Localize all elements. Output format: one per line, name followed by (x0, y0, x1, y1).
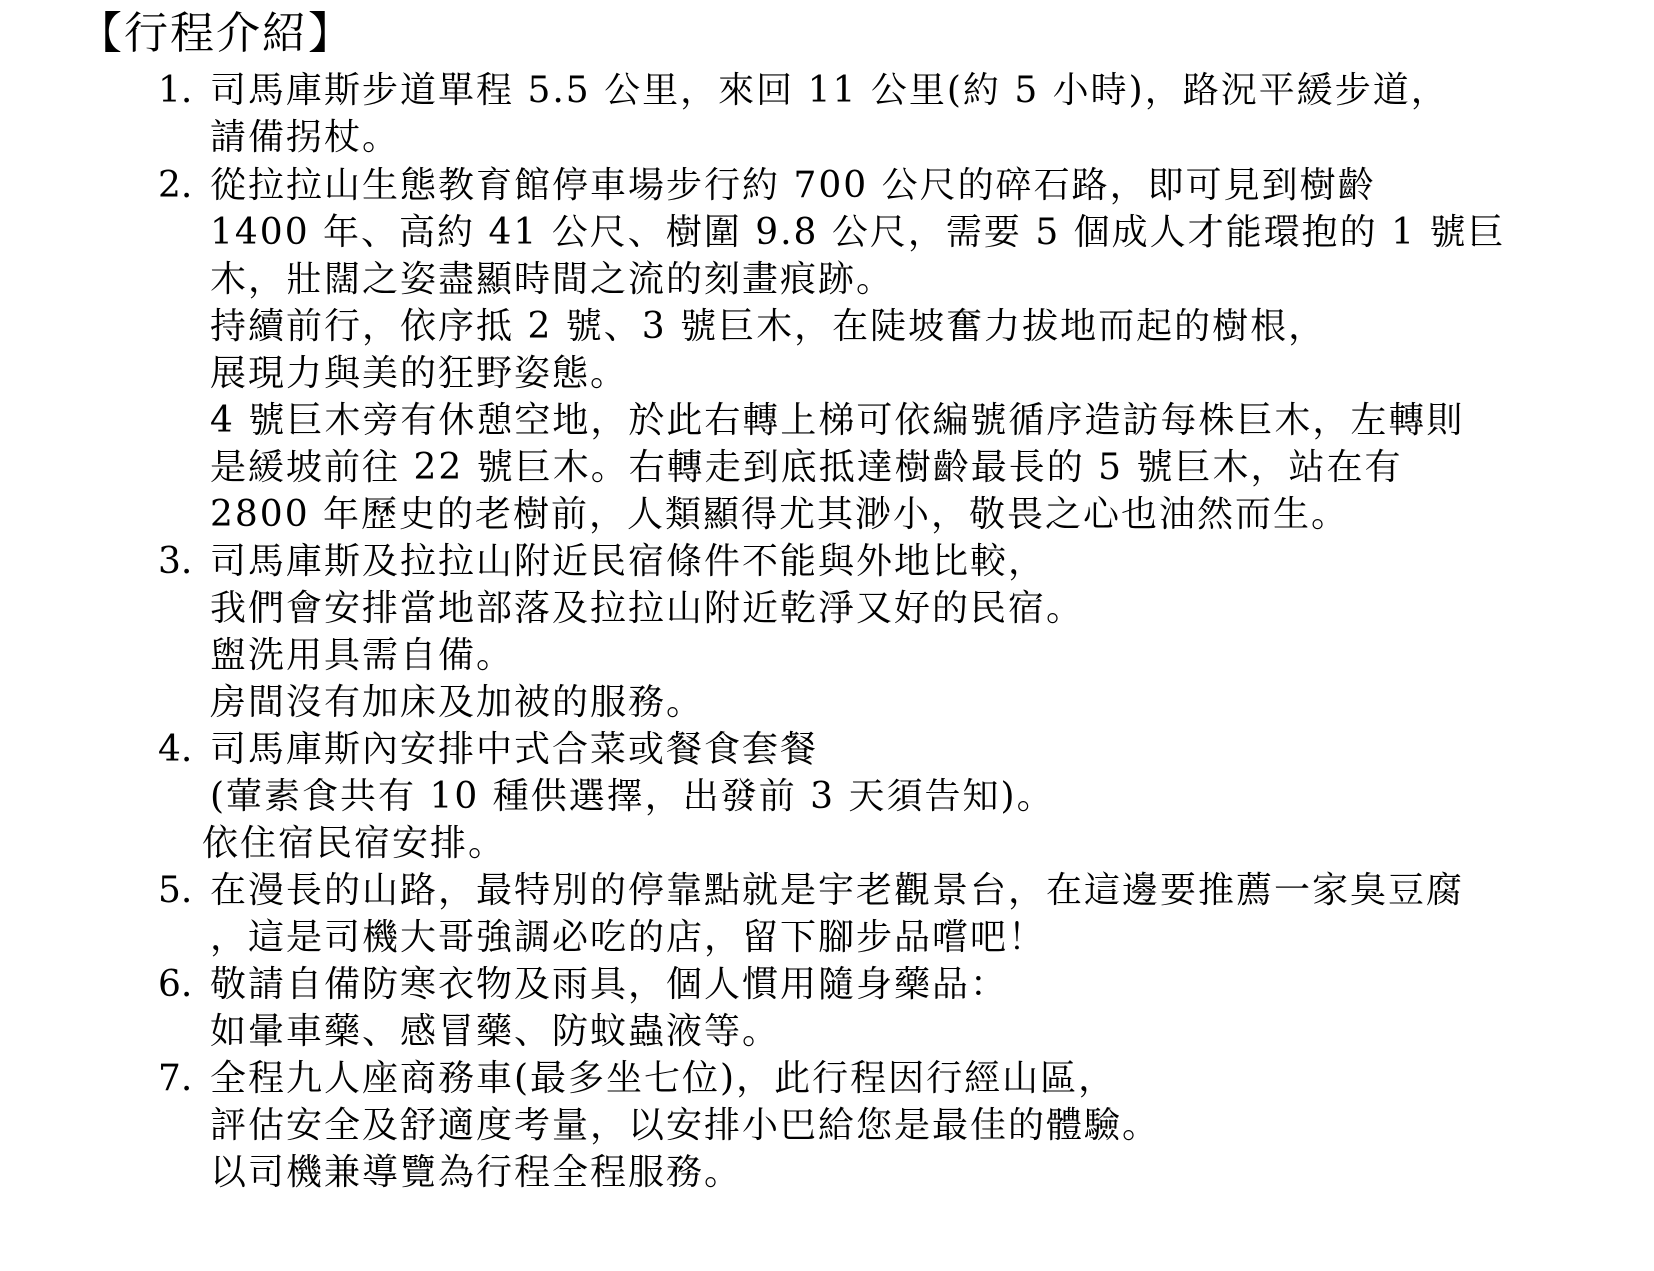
item-line: 以司機兼導覽為行程全程服務。 (210, 1152, 743, 1193)
item-number: 7. (158, 1058, 193, 1099)
item-number: 6. (158, 964, 193, 1005)
item-number: 4. (158, 729, 193, 770)
item-line: 2800 年歷史的老樹前，人類顯得尤其渺小，敬畏之心也油然而生。 (210, 494, 1350, 535)
item-number: 5. (158, 870, 193, 911)
item-line: (葷素食共有 10 種供選擇，出發前 3 天須告知)。 (210, 776, 1055, 817)
item-line: 1400 年、高約 41 公尺、樹圍 9.8 公尺，需要 5 個成人才能環抱的 1 號巨 (210, 212, 1506, 253)
item-line: ，這是司機大哥強調必吃的店，留下腳步品嚐吧！ (210, 917, 1047, 958)
item-line: 從拉拉山生態教育館停車場步行約 700 公尺的碎石路，即可見到樹齡 (210, 165, 1376, 206)
item-line: 司馬庫斯及拉拉山附近民宿條件不能與外地比較， (210, 541, 1047, 582)
section-title: 【行程介紹】 (78, 8, 354, 59)
item-line: 司馬庫斯步道單程 5.5 公里，來回 11 公里(約 5 小時)，路況平緩步道， (210, 70, 1449, 111)
item-line: 4 號巨木旁有休憩空地，於此右轉上梯可依編號循序造訪每株巨木，左轉則 (210, 400, 1465, 441)
item-number: 2. (158, 165, 193, 206)
item-line: 展現力與美的狂野姿態。 (210, 353, 629, 394)
item-number: 1. (158, 70, 193, 111)
item-line: 持續前行，依序抵 2 號、3 號巨木，在陡坡奮力拔地而起的樹根， (210, 306, 1327, 347)
item-line: 我們會安排當地部落及拉拉山附近乾淨又好的民宿。 (210, 588, 1085, 629)
item-number: 3. (158, 541, 193, 582)
item-line: 敬請自備防寒衣物及雨具，個人慣用隨身藥品： (210, 964, 1009, 1005)
item-line: 盥洗用具需自備。 (210, 635, 515, 676)
item-line: 依住宿民宿安排。 (202, 823, 507, 864)
item-line: 是緩坡前往 22 號巨木。右轉走到底抵達樹齡最長的 5 號巨木，站在有 (210, 447, 1403, 488)
item-line: 請備拐杖。 (210, 117, 401, 158)
item-line: 評估安全及舒適度考量，以安排小巴給您是最佳的體驗。 (210, 1105, 1161, 1146)
item-line: 木，壯闊之姿盡顯時間之流的刻畫痕跡。 (210, 259, 895, 300)
item-line: 房間沒有加床及加被的服務。 (210, 682, 705, 723)
item-line: 全程九人座商務車(最多坐七位)，此行程因行經山區， (210, 1058, 1117, 1099)
item-line: 在漫長的山路，最特別的停靠點就是宇老觀景台，在這邊要推薦一家臭豆腐 (210, 870, 1465, 911)
item-line: 如暈車藥、感冒藥、防蚊蟲液等。 (210, 1011, 781, 1052)
item-line: 司馬庫斯內安排中式合菜或餐食套餐 (210, 729, 819, 770)
